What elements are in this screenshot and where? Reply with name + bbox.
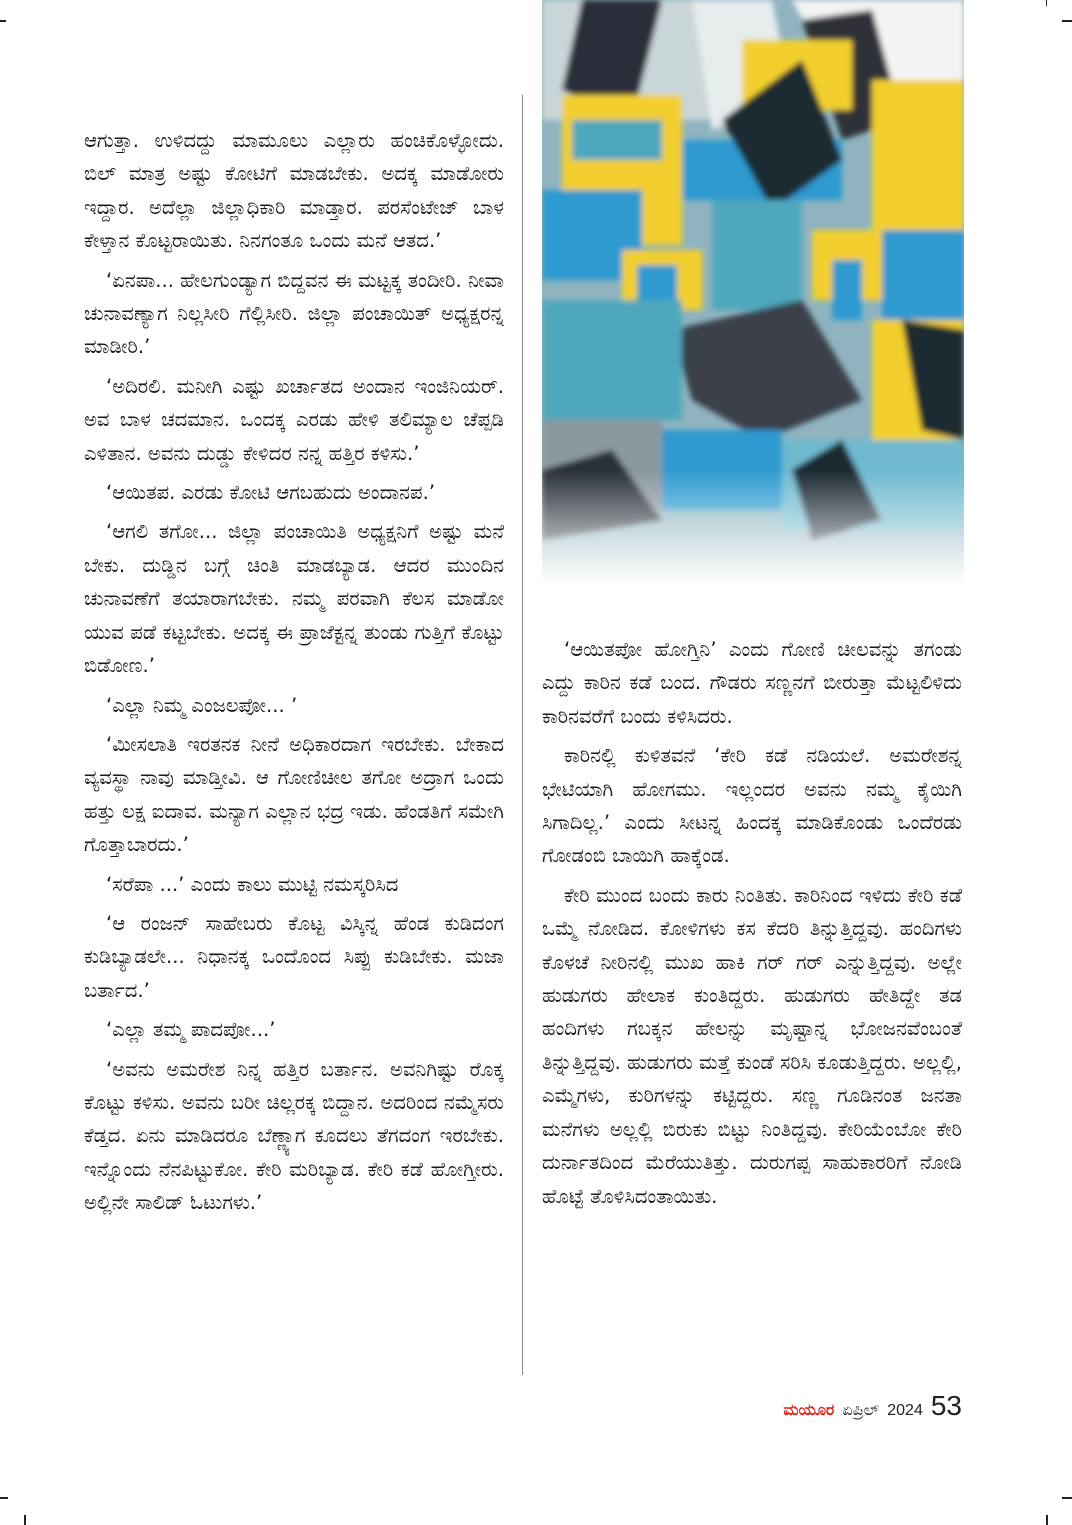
paragraph: ‘ಎಲ್ಲಾ ನಿಮ್ಮ ಎಂಜಲಪೋ... ’ [106, 693, 298, 717]
paragraph: ‘ಆಯಿತಪೋ ಹೋಗ್ತಿನಿ’ ಎಂದು ಗೋಣಿ ಚೀಲವನ್ನು ತಗಂಡು ಎದ್ದು ಕಾರಿನ ಕಡೆ ಬಂದ. ಗೌಡರು ಸಣ್ಣನಗೆ ಬೀರುತ್ತಾ ಮೆಟ್ಟಲಿಳಿದು ಕಾರಿನವರೆಗೆ ಬಂದು ಕಳಿಸಿದರು. [542, 638, 962, 728]
crop-mark [1046, 0, 1047, 6]
left-text-column [84, 124, 504, 1226]
page-footer [783, 1390, 962, 1422]
paragraph: ‘ಆಗಲಿ ತಗೋ... ಜಿಲ್ಲಾ ಪಂಚಾಯಿತಿ ಅಧ್ಯಕ್ಷನಿಗೆ ಅಷ್ಟು ಮನೆ ಬೇಕು. ದುಡ್ಡಿನ ಬಗ್ಗೆ ಚಿಂತಿ ಮಾಡಬ್ಯಾಡ. ಆದರ ಮುಂದಿನ ಚುನಾವಣೆಗೆ ತಯಾರಾಗಬೇಕು. ನಮ್ಮ ಪರವಾಗಿ ಕೆಲಸ ಮಾಡೋ ಯುವ ಪಡೆ ಕಟ್ಟಬೇಕು. ಅದಕ್ಕ ಈ ಪ್ರಾಜೆಕ್ಟನ್ನ ತುಂಡು ಗುತ್ತಿಗೆ ಕೊಟ್ಟು ಬಿಡೋಣ.’ [84, 520, 504, 678]
issue-year: 2024 [887, 1402, 923, 1419]
magazine-logo: ಮಯೂರ [783, 1400, 835, 1419]
paragraph: ‘ಎಲ್ಲಾ ತಮ್ಮ ಪಾದಪೋ...’ [106, 1018, 276, 1042]
paragraph: ‘ಅದಿರಲಿ. ಮನೀಗಿ ಎಷ್ಟು ಖರ್ಚಾತದ ಅಂದಾನ ಇಂಜಿನಿಯರ್. ಅವ ಬಾಳ ಚದಮಾನ. ಒಂದಕ್ಕ ಎರಡು ಹೇಳಿ ತಲಿಮ್ಯಾಲ ಚೆಪ್ಪಡಿ ಎಳಿತಾನ. ಅವನು ದುಡ್ಡು ಕೇಳಿದರ ನನ್ನ ಹತ್ತಿರ ಕಳಿಸು.’ [84, 374, 504, 465]
paragraph: ‘ಅವನು ಅಮರೇಶ ನಿನ್ನ ಹತ್ತಿರ ಬರ್ತಾನ. ಅವನಿಗಿಷ್ಟು ರೊಕ್ಕ ಕೊಟ್ಟು ಕಳಿಸು. ಅವನು ಬರೀ ಚಿಲ್ಲರಕ್ಕ ಬಿದ್ದಾನ. ಅದರಿಂದ ನಮ್ಮೆಸರು ಕೆಡ್ತದ. ಏನು ಮಾಡಿದರೂ ಬೆಣ್ಣ್ಯಾಗ ಕೂದಲು ತೆಗದಂಗ ಇರಬೇಕು. ಇನ್ನೊಂದು ನೆನಪಿಟ್ಟುಕೋ. ಕೇರಿ ಮರಿಬ್ಯಾಡ. ಕೇರಿ ಕಡೆ ಹೋಗ್ತೀರು. ಅಲ್ಲಿನೇ ಸಾಲಿಡ್ ಓಟುಗಳು.’ [84, 1057, 504, 1215]
paragraph: ಕೇರಿ ಮುಂದ ಬಂದು ಕಾರು ನಿಂತಿತು. ಕಾರಿನಿಂದ ಇಳಿದು ಕೇರಿ ಕಡೆ ಒಮ್ಮೆ ನೋಡಿದ. ಕೋಳಿಗಳು ಕಸ ಕೆದರಿ ತಿನ್ನುತ್ತಿದ್ದವು. ಹಂದಿಗಳು ಕೊಳಚೆ ನೀರಿನಲ್ಲಿ ಮುಖ ಹಾಕಿ ಗರ್ ಗರ್ ಎನ್ನುತ್ತಿದ್ದವು. ಅಲ್ಲೇ ಹುಡುಗರು ಹೇಲಾಕ ಕುಂತಿದ್ದರು. ಹುಡುಗರು ಹೇತಿದ್ದೇ ತಡ ಹಂದಿಗಳು ಗಬಕ್ಕನ ಹೇಲನ್ನು ಮೃಷ್ಟಾನ್ನ ಭೋಜನವೆಂಬಂತೆ ತಿನ್ನುತ್ತಿದ್ದವು. ಹುಡುಗರು ಮತ್ತೆ ಕುಂಡೆ ಸರಿಸಿ ಕೂಡುತ್ತಿದ್ದರು. ಅಲ್ಲಲ್ಲಿ, ಎಮ್ಮೆಗಳು, ಕುರಿಗಳನ್ನು ಕಟ್ಟಿದ್ದರು. ಸಣ್ಣ ಗೂಡಿನಂತ ಜನತಾ ಮನೆಗಳು ಅಲ್ಲಲ್ಲಿ ಬಿರುಕು ಬಿಟ್ಟು ನಿಂತಿದ್ದವು. ಕೇರಿಯೆಂಬೋ ಕೇರಿ ದುರ್ನಾತದಿಂದ ಮೆರೆಯುತಿತ್ತು. ದುರುಗಪ್ಪ ಸಾಹುಕಾರರಿಗೆ ನೋಡಿ ಹೊಟ್ಟೆ ತೊಳಿಸಿದಂತಾಯಿತು. [542, 883, 962, 1208]
crop-mark [1046, 1515, 1048, 1525]
crop-mark [1062, 1497, 1072, 1499]
crop-mark [24, 1515, 26, 1525]
paragraph: ‘ಆಯಿತಪ. ಎರಡು ಕೋಟಿ ಆಗಬಹುದು ಅಂದಾನಪ.’ [106, 481, 436, 505]
right-text-column [542, 633, 962, 1219]
paragraph: ‘ಆ ರಂಜನ್ ಸಾಹೇಬರು ಕೊಟ್ಟ ವಿಸ್ಕಿನ್ನ ಹೆಂಡ ಕುಡಿದಂಗ ಕುಡಿಬ್ಯಾಡಲೇ... ನಿಧಾನಕ್ಕ ಒಂದೊಂದ ಸಿಪ್ಪು ಕುಡಿಬೇಕು. ಮಜಾ ಬರ್ತಾದ.’ [84, 911, 504, 1002]
paragraph: ಆಗುತ್ತಾ. ಉಳಿದದ್ದು ಮಾಮೂಲು ಎಲ್ಲಾರು ಹಂಚಿಕೊಳ್ಳೋದು. ಬಿಲ್ ಮಾತ್ರ ಅಷ್ಟು ಕೋಟಿಗೆ ಮಾಡಬೇಕು. ಅದಕ್ಕ ಮಾಡೋರು ಇದ್ದಾರ. ಅದೆಲ್ಲಾ ಜಿಲ್ಲಾಧಿಕಾರಿ ಮಾಡ್ತಾರ. ಪರಸೆಂಟೇಜ್ ಬಾಳ ಕೇಳ್ತಾನ ಕೊಟ್ಟರಾಯಿತು. ನಿನಗಂತೂ ಒಂದು ಮನೆ ಆತದ.’ [84, 129, 504, 253]
paragraph: ‘ಸರೆಪಾ ...’ ಎಂದು ಕಾಲು ಮುಟ್ಟಿ ನಮಸ್ಕರಿಸಿದ [106, 872, 399, 896]
paragraph: ‘ಮೀಸಲಾತಿ ಇರತನಕ ನೀನೆ ಅಧಿಕಾರದಾಗ ಇರಬೇಕು. ಬೇಕಾದ ವ್ಯವಸ್ಥಾ ನಾವು ಮಾಡ್ತೀವಿ. ಆ ಗೋಣಿಚೀಲ ತಗೋ ಅದ್ರಾಗ ಒಂದು ಹತ್ತು ಲಕ್ಷ ಐದಾವ. ಮನ್ಯಾಗ ಎಲ್ಲಾನ ಭದ್ರ ಇಡು. ಹೆಂಡತಿಗೆ ಸಮೇಗಿ ಗೊತ್ತಾಬಾರದು.’ [84, 732, 504, 857]
issue-month: ಏಪ್ರಿಲ್ [842, 1400, 880, 1419]
crop-mark [0, 20, 6, 22]
page-number: 53 [930, 1390, 962, 1421]
column-divider [522, 95, 523, 1375]
paragraph: ಕಾರಿನಲ್ಲಿ ಕುಳಿತವನೆ ‘ಕೇರಿ ಕಡೆ ನಡಿಯಲೆ. ಅಮರೇಶನ್ನ ಭೇಟಿಯಾಗಿ ಹೋಗಮು. ಇಲ್ಲಂದರ ಅವನು ನಮ್ಮ ಕೈಯಿಗಿ ಸಿಗಾದಿಲ್ಲ.’ ಎಂದು ಸೀಟನ್ನ ಹಿಂದಕ್ಕ ಮಾಡಿಕೊಂಡು ಒಂದೆರಡು ಗೋಡಂಬಿ ಬಾಯಿಗಿ ಹಾಕ್ಕೆಂಡ. [542, 744, 962, 868]
crop-mark [1062, 20, 1072, 22]
abstract-illustration [542, 0, 964, 584]
crop-mark [0, 1497, 8, 1499]
paragraph: ‘ಏನಪಾ... ಹೇಲಗುಂಡ್ಯಾಗ ಬಿದ್ದವನ ಈ ಮಟ್ಟಕ್ಕ ತಂದೀರಿ. ನೀವಾ ಚುನಾವಣ್ಯಾಗ ನಿಲ್ಲಸೀರಿ ಗೆಲ್ಲಿಸೀರಿ. ಜಿಲ್ಲಾ ಪಂಚಾಯಿತ್ ಅಧ್ಯಕ್ಷರನ್ನ ಮಾಡೀರಿ.’ [84, 268, 504, 359]
